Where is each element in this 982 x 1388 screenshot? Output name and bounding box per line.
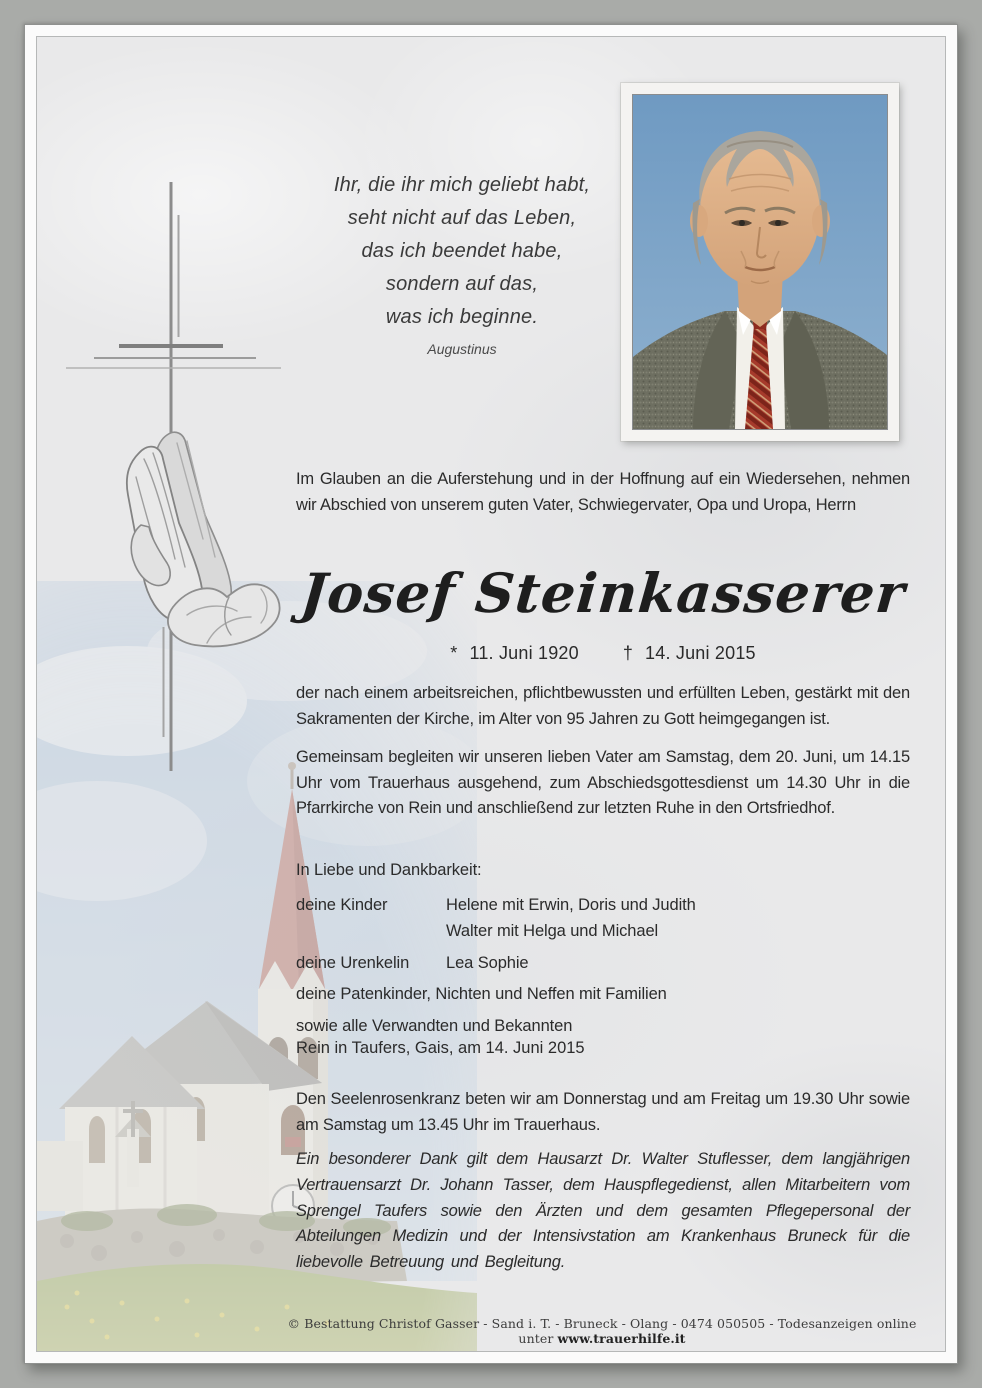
intro-paragraph: Im Glauben an die Auferstehung und in der Hoffnung auf ein Wiedersehen, nehmen wir Abschied von unserem guten Vater, Schwiegervater, Opa und Uropa, Herrn bbox=[296, 470, 910, 514]
footer-website: www.trauerhilfe.it bbox=[557, 1331, 686, 1346]
birth-date: * 11. Juni 1920 bbox=[450, 643, 579, 663]
thanks-paragraph: Ein besonderer Dank gilt dem Hausarzt Dr. Walter Stuflesser, dem langjährigen Vertrauensarzt Dr. Johann Tasser, dem Hauspflegedienst, allen Mitarbeitern vom Sprengel Taufers sowie den Ärzten und dem gesamten Pflegepersonal der Abteilungen Medizin und der Intensivstation am Krankenhaus Bruneck für die liebevolle Betreuung und Begleitung. bbox=[296, 1150, 910, 1272]
memorial-cross-icon bbox=[37, 37, 337, 797]
mourner-label: deine Kinder bbox=[296, 896, 388, 914]
mourner-row bbox=[296, 950, 910, 976]
place-dateline: Rein in Taufers, Gais, am 14. Juni 2015 bbox=[296, 1039, 585, 1057]
memorial-quote bbox=[247, 169, 677, 357]
quote-line: sondern auf das, bbox=[385, 273, 539, 295]
mourner-label: deine Urenkelin bbox=[296, 954, 410, 972]
birth-star-symbol: * bbox=[450, 643, 458, 663]
mourner-line: deine Patenkinder, Nichten und Neffen mit Familien bbox=[296, 985, 667, 1003]
quote-line: was ich beginne. bbox=[385, 306, 539, 328]
death-cross-symbol: † bbox=[622, 643, 634, 663]
quote-line: das ich beendet habe, bbox=[361, 240, 563, 262]
quote-line: Ihr, die ihr mich geliebt habt, bbox=[333, 174, 591, 196]
mourners-section bbox=[296, 857, 910, 1040]
life-dates bbox=[296, 643, 910, 664]
mourner-names: Helene mit Erwin, Doris und Judith bbox=[446, 896, 696, 914]
mourner-line: sowie alle Verwandten und Bekannten bbox=[296, 1017, 573, 1035]
mourner-row bbox=[296, 918, 910, 944]
card-frame bbox=[24, 24, 958, 1364]
mourners-heading: In Liebe und Dankbarkeit: bbox=[296, 861, 482, 879]
quote-line: seht nicht auf das Leben, bbox=[347, 207, 577, 229]
mourner-row bbox=[296, 892, 910, 918]
quote-attribution: Augustinus bbox=[427, 341, 497, 357]
mourner-label bbox=[296, 918, 446, 944]
mourner-names: Lea Sophie bbox=[446, 954, 529, 972]
praying-hands-icon bbox=[111, 429, 311, 661]
mourner-names: Walter mit Helga und Michael bbox=[446, 922, 659, 940]
footer-text: © Bestattung Christof Gasser - Sand i. T. - Bruneck - Olang - 0474 050505 - Todesanzeigen online unter bbox=[287, 1316, 917, 1346]
deceased-name: Josef Steinkasserer bbox=[298, 561, 908, 625]
funeral-home-footer bbox=[269, 1316, 935, 1346]
death-date: † 14. Juni 2015 bbox=[622, 643, 756, 663]
portrait-photo bbox=[621, 83, 899, 441]
obituary-card bbox=[36, 36, 946, 1352]
funeral-paragraph: Gemeinsam begleiten wir unseren lieben Vater am Samstag, dem 20. Juni, um 14.15 Uhr vom Trauerhaus ausgehend, zum Abschiedsgottesdienst um 14.30 Uhr in die Pfarrkirche von Rein und anschließend zur letzten Ruhe in den Ortsfriedhof. bbox=[296, 748, 910, 817]
deceased-name-block bbox=[296, 561, 910, 625]
rosary-paragraph: Den Seelenrosenkranz beten wir am Donnerstag und am Freitag um 19.30 Uhr sowie am Samstag um 13.45 Uhr im Trauerhaus. bbox=[296, 1090, 910, 1134]
life-paragraph: der nach einem arbeitsreichen, pflichtbewussten und erfüllten Leben, gestärkt mit den Sakramenten der Kirche, im Alter von 95 Jahren zu Gott heimgegangen ist. bbox=[296, 684, 910, 728]
